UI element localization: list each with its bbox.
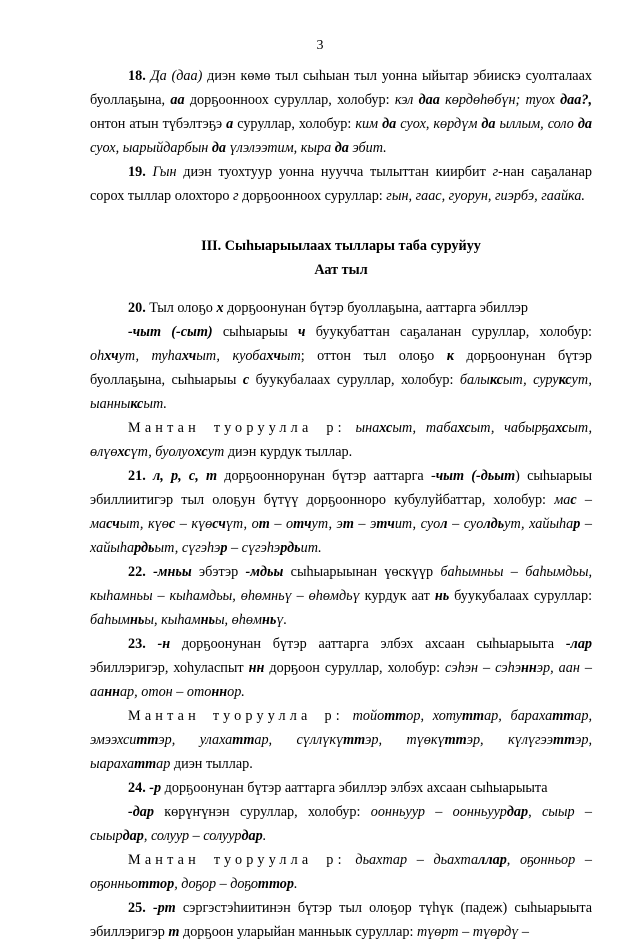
text-run: да bbox=[382, 116, 397, 132]
text-run: 21. bbox=[128, 468, 146, 484]
text-run: тт bbox=[136, 732, 159, 748]
text-run: 25. bbox=[128, 900, 146, 916]
text-run: эр, күлүгээ bbox=[466, 732, 554, 748]
text-run: үт, о bbox=[225, 516, 259, 532]
text-run: тт bbox=[384, 708, 407, 724]
text-run: ы, өһөм bbox=[214, 612, 262, 628]
text-run: Гын bbox=[152, 164, 177, 180]
text-run: ыт, чабырҕа bbox=[470, 420, 556, 436]
paragraph-p18 bbox=[90, 64, 592, 160]
text-run: – ма bbox=[90, 492, 593, 532]
text-run: онтон атын түбэлтэҕэ bbox=[90, 116, 227, 132]
text-run: Мантан туоруулла р: bbox=[128, 852, 346, 868]
text-run: рдь bbox=[134, 540, 155, 556]
text-run: чыт (-дьыт bbox=[435, 468, 516, 484]
text-run: 18. bbox=[128, 68, 146, 84]
text-run: дорҕоонунан бүтэр ааттарга элбэх ахсаан сыһыарыыта bbox=[170, 636, 566, 652]
text-run: т bbox=[342, 516, 354, 532]
text-run: ттор bbox=[138, 876, 175, 892]
text-run: ) сыһыарыы эбиллиитигэр тыл олоҕун бүтүү дорҕоонноро кубулуйбаттар, холобур: bbox=[90, 468, 592, 508]
text-run bbox=[346, 852, 356, 868]
text-run: ына bbox=[355, 420, 380, 436]
text-run: да bbox=[211, 140, 227, 156]
section-subtitle: Аат тыл bbox=[314, 262, 368, 278]
text-run: – суо bbox=[447, 516, 484, 532]
text-run: ыт, өлүө bbox=[90, 420, 592, 460]
text-run: 19. bbox=[128, 164, 146, 180]
text-run: , сыыр – сыыр bbox=[90, 804, 593, 844]
text-run: р bbox=[573, 516, 581, 532]
text-run: эбит. bbox=[348, 140, 387, 156]
text-run: с bbox=[242, 372, 250, 388]
text-run: ттор bbox=[257, 876, 294, 892]
text-run: ар, отон – ото bbox=[119, 684, 212, 700]
text-run: ыт, сүгэһэ bbox=[154, 540, 221, 556]
text-run: суох, көрдүм bbox=[396, 116, 482, 132]
text-run: диэн туохтуур уонна нуучча тылыттан киирбит bbox=[176, 164, 493, 180]
text-run: нь bbox=[434, 588, 450, 604]
text-run: дар bbox=[506, 804, 529, 820]
text-run: -дар bbox=[128, 804, 154, 820]
text-run: кс bbox=[489, 372, 503, 388]
text-run: тойо bbox=[352, 708, 385, 724]
text-run: -рт bbox=[152, 900, 176, 916]
text-run: 20. bbox=[128, 300, 146, 316]
text-run: буукубалаах суруллар: bbox=[449, 588, 593, 604]
text-run: хс bbox=[555, 420, 569, 436]
text-run: ллар bbox=[478, 852, 507, 868]
text-run: сэргэстэһиитинэн бүтэр тыл олоҕор түһүк (падеж) сыһыарыыта эбиллэригэр bbox=[90, 900, 592, 940]
text-run: хс bbox=[379, 420, 393, 436]
text-run: хч bbox=[266, 348, 281, 364]
text-run: нн bbox=[521, 660, 537, 676]
text-run: суох, ыарыйдарбын bbox=[90, 140, 212, 156]
text-run: ар bbox=[156, 756, 171, 772]
text-run: көрдөһөбүн; туох bbox=[439, 92, 561, 108]
text-run: ут, туһа bbox=[118, 348, 182, 364]
text-run: эр, түөкү bbox=[365, 732, 445, 748]
text-run: эр, аан – аа bbox=[90, 660, 593, 700]
text-run: -нан саҕаланар сорох тыллар олохторо bbox=[90, 164, 592, 204]
text-run: дьахтар – дьахта bbox=[355, 852, 479, 868]
text-run: ор, хоту bbox=[406, 708, 462, 724]
text-run: ч bbox=[298, 324, 306, 340]
text-run: ар, эмээхси bbox=[90, 708, 592, 748]
text-run: кс bbox=[558, 372, 572, 388]
text-run: диэн курдук тыллар. bbox=[224, 444, 353, 460]
text-run: сэһэн – сэһэ bbox=[445, 660, 522, 676]
text-run: ыт, күө bbox=[119, 516, 169, 532]
text-run bbox=[146, 636, 158, 652]
text-run: ут, хайыһа bbox=[504, 516, 574, 532]
text-run: тт bbox=[444, 732, 467, 748]
text-run: Да (даа) bbox=[150, 68, 203, 84]
text-run: да bbox=[334, 140, 349, 156]
text-run: хс bbox=[194, 444, 208, 460]
text-run: – сүгэһэ bbox=[227, 540, 281, 556]
text-run: кс bbox=[130, 396, 144, 412]
section-header bbox=[90, 234, 592, 282]
text-run: тт bbox=[553, 732, 576, 748]
text-run bbox=[146, 900, 153, 916]
text-run: ким bbox=[355, 116, 383, 132]
text-run bbox=[146, 164, 153, 180]
text-run: х bbox=[216, 300, 224, 316]
text-run: эбиллэригэр, хоһуласпыт bbox=[90, 660, 249, 676]
text-run: дорҕоон уларыйан манньык суруллар: bbox=[179, 924, 417, 940]
text-run: суруллар, холобур: bbox=[233, 116, 356, 132]
text-run: үт, буолуо bbox=[130, 444, 195, 460]
text-run: дорҕооннорунан бүтэр ааттарга - bbox=[217, 468, 436, 484]
text-run: лдь bbox=[483, 516, 505, 532]
text-run: ; оттон тыл олоҕо bbox=[300, 348, 447, 364]
text-run: буукубалаах суруллар, холобур: bbox=[249, 372, 460, 388]
text-run: ар, сүллүкү bbox=[254, 732, 344, 748]
text-run: -н bbox=[157, 636, 171, 652]
text-run: -р bbox=[149, 780, 162, 796]
text-run: с bbox=[168, 516, 176, 532]
rules-block-2 bbox=[90, 296, 592, 944]
text-run: -мдьы bbox=[245, 564, 284, 580]
text-run: -чыт (-сыт) bbox=[128, 324, 213, 340]
text-run: тт bbox=[461, 708, 485, 724]
text-run: нн bbox=[211, 684, 228, 700]
text-run: нн bbox=[248, 660, 265, 676]
text-run: , доҕор – доҕо bbox=[174, 876, 258, 892]
text-run: нь bbox=[262, 612, 277, 628]
text-run: сч bbox=[106, 516, 120, 532]
text-run: 23. bbox=[128, 636, 146, 652]
text-run: нн bbox=[104, 684, 120, 700]
text-run: т bbox=[258, 516, 270, 532]
text-run: хс bbox=[117, 444, 131, 460]
text-run: диэн тыллар. bbox=[170, 756, 253, 772]
text-run: л, р, с, т bbox=[152, 468, 218, 484]
text-run: ыт, суру bbox=[502, 372, 559, 388]
text-run: ут, ыанны bbox=[90, 372, 592, 412]
text-run: ит, суо bbox=[394, 516, 441, 532]
text-run: ор. bbox=[227, 684, 245, 700]
paragraph-p24c bbox=[90, 848, 592, 896]
text-run: , оҕонньор – оҕонньо bbox=[90, 852, 593, 892]
text-run: дорҕоонноох суруллар, холобур: bbox=[184, 92, 395, 108]
text-run bbox=[344, 708, 353, 724]
text-run: ут bbox=[207, 444, 225, 460]
text-run: – хайыһа bbox=[90, 516, 592, 556]
text-run: ар, бараха bbox=[484, 708, 553, 724]
text-run: дорҕоонунан бүтэр буоллаҕына, сыһыарыы bbox=[90, 348, 593, 388]
text-run bbox=[346, 420, 356, 436]
text-run: ыт, таба bbox=[392, 420, 458, 436]
text-run: дорҕоонунан бүтэр буоллаҕына, ааттарга эбиллэр bbox=[223, 300, 528, 316]
text-run: р bbox=[220, 540, 228, 556]
text-run: ыллым, соло bbox=[495, 116, 578, 132]
text-run: ү. bbox=[276, 612, 288, 628]
text-run: тт bbox=[232, 732, 255, 748]
text-run: эр, улаха bbox=[158, 732, 233, 748]
text-run: кэл bbox=[394, 92, 419, 108]
page-number: 3 bbox=[316, 38, 324, 53]
text-run: ут, э bbox=[311, 516, 343, 532]
text-run: тт bbox=[552, 708, 575, 724]
text-run: хч bbox=[104, 348, 119, 364]
text-run bbox=[146, 564, 153, 580]
text-run: нь bbox=[200, 612, 215, 628]
text-run: Тыл олоҕо bbox=[145, 300, 217, 316]
text-run: оһ bbox=[90, 348, 105, 364]
page-content bbox=[90, 64, 592, 944]
text-run: диэн көмө тыл сыһыан тыл уонна ыйытар эбиискэ суолталаах буоллаҕына, bbox=[90, 68, 592, 108]
text-run: хч bbox=[181, 348, 197, 364]
text-run: курдук аат bbox=[359, 588, 435, 604]
text-run: ы, кыһам bbox=[144, 612, 201, 628]
text-run: көрүҥүнэн суруллар, холобур: bbox=[153, 804, 371, 820]
text-run: ыт, куоба bbox=[196, 348, 267, 364]
text-run: т bbox=[168, 924, 180, 940]
text-run: дар bbox=[122, 828, 144, 844]
paragraph-p21 bbox=[90, 464, 592, 560]
text-run: балы bbox=[459, 372, 490, 388]
text-run: г bbox=[492, 164, 499, 180]
text-run: ит. bbox=[300, 540, 322, 556]
rules-block-1 bbox=[90, 64, 592, 208]
paragraph-p24b bbox=[90, 800, 592, 848]
text-run: Мантан туоруулла р: bbox=[128, 420, 346, 436]
text-run: 22. bbox=[128, 564, 146, 580]
text-run: 24. bbox=[128, 780, 146, 796]
text-run: с bbox=[570, 492, 577, 508]
text-run: даа bbox=[418, 92, 440, 108]
text-run: дар bbox=[241, 828, 263, 844]
text-run: эр, ыараха bbox=[90, 732, 593, 772]
text-run: сыһыарыы bbox=[212, 324, 299, 340]
text-run: тт bbox=[343, 732, 366, 748]
text-run: . bbox=[294, 876, 298, 892]
paragraph-p24 bbox=[90, 776, 592, 800]
text-run: сыһыарыынан үөскүүр bbox=[283, 564, 441, 580]
paragraph-p22 bbox=[90, 560, 592, 632]
text-run: баһымньы – баһымдьы, кыһамньы – кыһамдьы, өһөмньү – өһөмдьү bbox=[90, 564, 592, 604]
paragraph-p23 bbox=[90, 632, 592, 704]
text-run bbox=[146, 468, 153, 484]
text-run: – э bbox=[353, 516, 377, 532]
text-run: дорҕоон суруллар, холобур: bbox=[264, 660, 446, 676]
text-run: аа bbox=[170, 92, 185, 108]
text-run: да bbox=[481, 116, 496, 132]
text-run: г bbox=[233, 188, 239, 204]
text-run: баһым bbox=[90, 612, 130, 628]
text-run: а bbox=[226, 116, 234, 132]
text-run: тч bbox=[293, 516, 312, 532]
text-run: түөрт – түөрдү – bbox=[416, 924, 529, 940]
text-run: да bbox=[577, 116, 592, 132]
text-run: ма bbox=[554, 492, 571, 508]
text-run: . bbox=[262, 828, 267, 844]
text-run: даа?, bbox=[560, 92, 592, 108]
text-run: – о bbox=[269, 516, 294, 532]
paragraph-p20 bbox=[90, 296, 592, 320]
text-run: рдь bbox=[280, 540, 301, 556]
text-run: ыт bbox=[280, 348, 301, 364]
text-run: тч bbox=[376, 516, 395, 532]
text-run: ыт. bbox=[143, 396, 167, 412]
text-run: оонньуур – оонньуур bbox=[370, 804, 507, 820]
paragraph-p20c bbox=[90, 416, 592, 464]
text-run: л bbox=[440, 516, 448, 532]
text-run: сч bbox=[212, 516, 226, 532]
paragraph-p25 bbox=[90, 896, 592, 944]
text-run: дорҕоонноох суруллар: bbox=[238, 188, 387, 204]
text-run: , солуур – солуур bbox=[143, 828, 242, 844]
paragraph-p23b bbox=[90, 704, 592, 776]
text-run: эбэтэр bbox=[191, 564, 246, 580]
text-run: – күө bbox=[175, 516, 213, 532]
text-run: -мньы bbox=[153, 564, 192, 580]
text-run: дорҕоонунан бүтэр ааттарга эбиллэр элбэх ахсаан сыһыарыыта bbox=[161, 780, 548, 796]
text-run: к bbox=[446, 348, 454, 364]
text-run: Мантан туоруулла р: bbox=[128, 708, 344, 724]
text-run: хс bbox=[457, 420, 471, 436]
text-run: -лар bbox=[565, 636, 593, 652]
text-run: нь bbox=[130, 612, 145, 628]
section-title: III. Сыһыарыылаах тыллары таба суруйуу bbox=[201, 238, 481, 254]
text-run: гын, гаас, гуорун, гиэрбэ, гаайка. bbox=[386, 188, 585, 204]
paragraph-p20b bbox=[90, 320, 592, 416]
text-run: буукубаттан саҕаланан суруллар, холобур: bbox=[305, 324, 592, 340]
paragraph-p19 bbox=[90, 160, 592, 208]
text-run: үлэлээтим, кыра bbox=[226, 140, 335, 156]
text-run: тт bbox=[134, 756, 157, 772]
